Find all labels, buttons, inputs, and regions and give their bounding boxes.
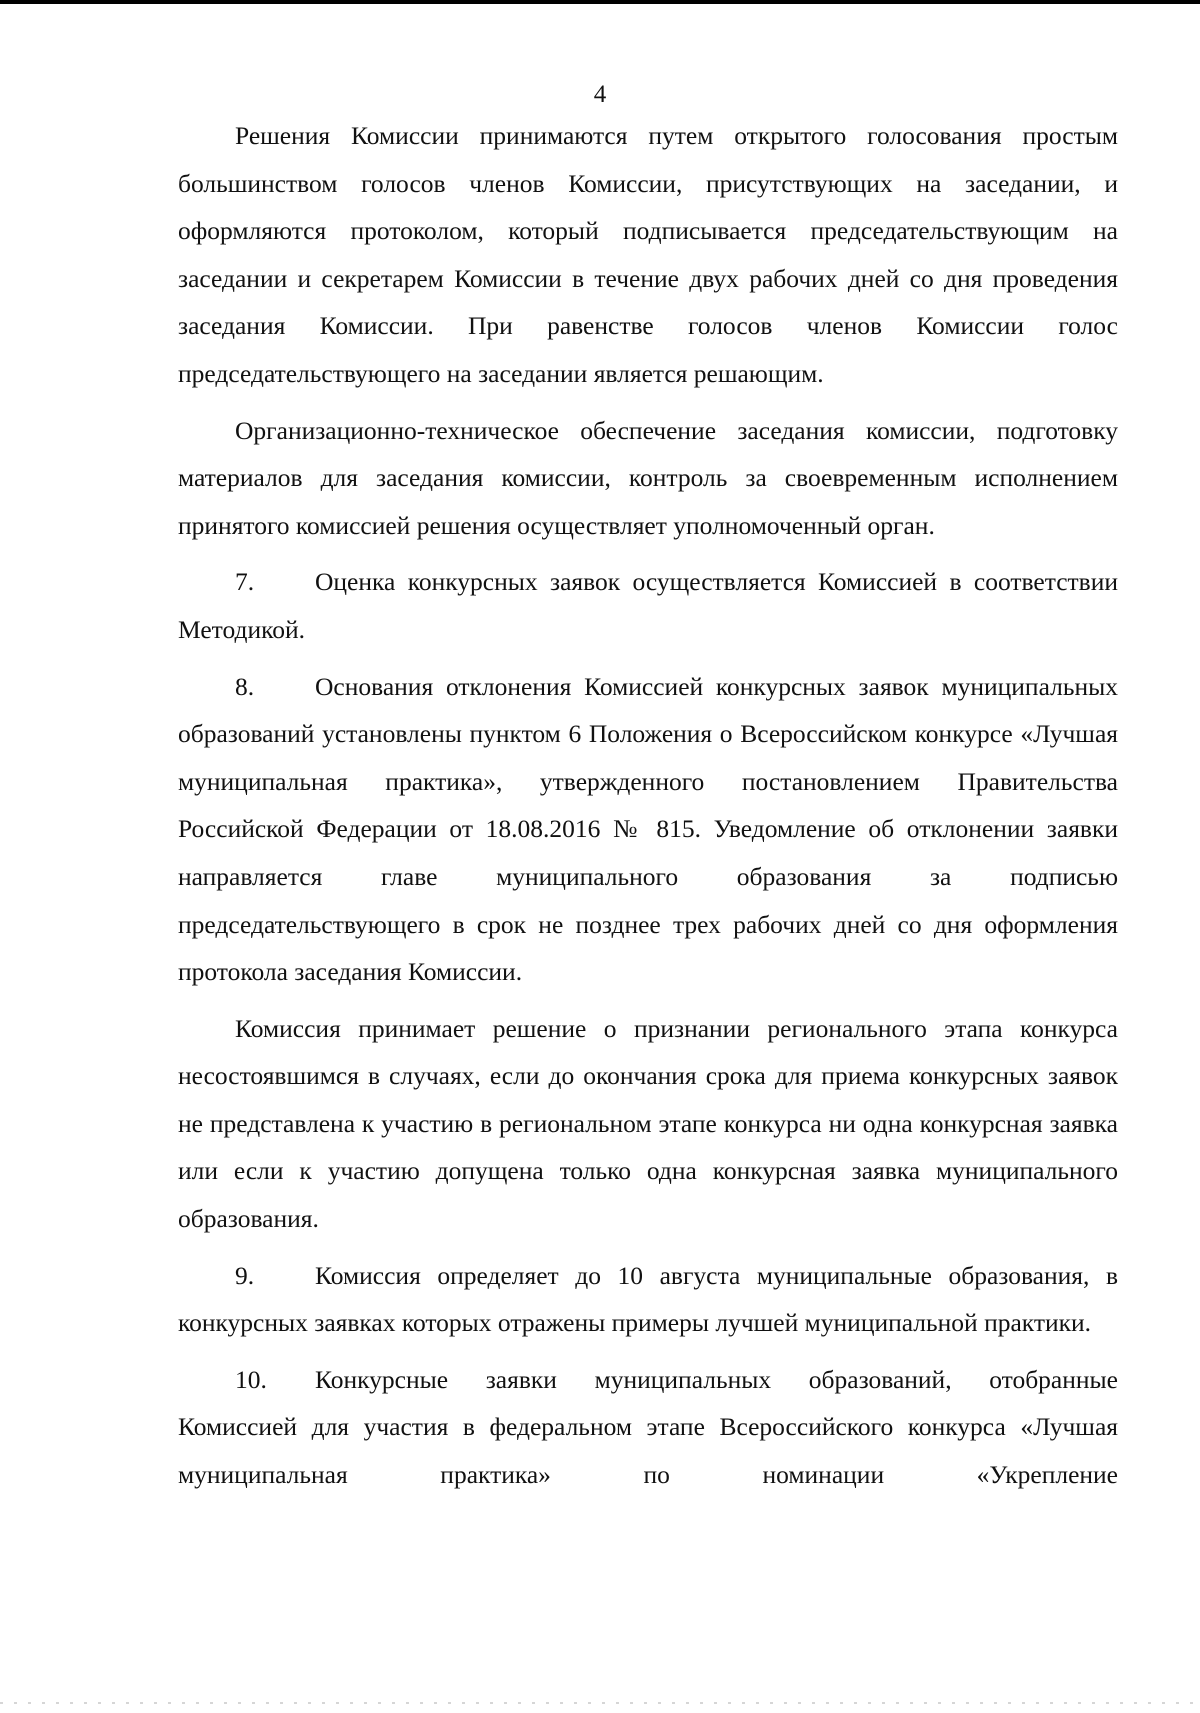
scan-bottom-edge xyxy=(0,1702,1200,1704)
paragraph-text: Комиссия определяет до 10 августа муниципальные образования, в конкурсных заявках которых отражены примеры лучшей муниципальной практики. xyxy=(178,1260,1118,1338)
paragraph-text: Решения Комиссии принимаются путем открытого голосования простым большинством голосов членов Комиссии, присутствующих на заседании, и оформляются протоколом, который подписывается председательствующим на заседании и секретарем Комиссии в течение двух рабочих дней со дня проведения заседания Комиссии. При равенстве голосов членов Комиссии голос председательствующего на заседании является решающим. xyxy=(178,121,1118,388)
document-body xyxy=(178,112,1118,1499)
paragraph-item-8 xyxy=(178,663,1118,996)
paragraph-text: Конкурсные заявки муниципальных образований, отобранные Комиссией для участия в федеральном этапе Всероссийского конкурса «Лучшая муниципальная практика» по номинации «Укрепление xyxy=(178,1364,1118,1490)
paragraph-text: Оценка конкурсных заявок осуществляется Комиссией в соответствии Методикой. xyxy=(178,567,1118,644)
paragraph-organizational-support xyxy=(178,407,1118,550)
item-number: 7. xyxy=(235,567,255,597)
paragraph-item-9 xyxy=(178,1252,1118,1347)
paragraph-item-10 xyxy=(178,1356,1118,1499)
paragraph-text: Основания отклонения Комиссией конкурсных заявок муниципальных образований установлены пунктом 6 Положения о Всероссийском конкурсе «Лучшая муниципальная практика», утвержденного постановлением Правительства Российской Федерации от 18.08.2016 № 815. Уведомление об отклонении заявки направляется главе муниципального образования за подписью председательствующего в срок не позднее трех рабочих дней со дня оформления протокола заседания Комиссии. xyxy=(178,671,1118,987)
item-number: 10. xyxy=(235,1364,267,1394)
paragraph-item-7 xyxy=(178,558,1118,653)
paragraph-text: Комиссия принимает решение о признании регионального этапа конкурса несостоявшимся в случаях, если до окончания срока для приема конкурсных заявок не представлена к участию в региональном этапе конкурса ни одна конкурсная заявка или если к участию допущена только одна конкурсная заявка муниципального образования. xyxy=(178,1013,1118,1234)
top-border-line xyxy=(0,0,1200,4)
paragraph-commission-decisions xyxy=(178,112,1118,398)
paragraph-competition-failed xyxy=(178,1005,1118,1243)
page-number: 4 xyxy=(593,81,607,108)
item-number: 9. xyxy=(235,1260,255,1290)
item-number: 8. xyxy=(235,671,255,701)
paragraph-text: Организационно-техническое обеспечение заседания комиссии, подготовку материалов для заседания комиссии, контроль за своевременным исполнением принятого комиссией решения осуществляет уполномоченный орган. xyxy=(178,415,1118,540)
